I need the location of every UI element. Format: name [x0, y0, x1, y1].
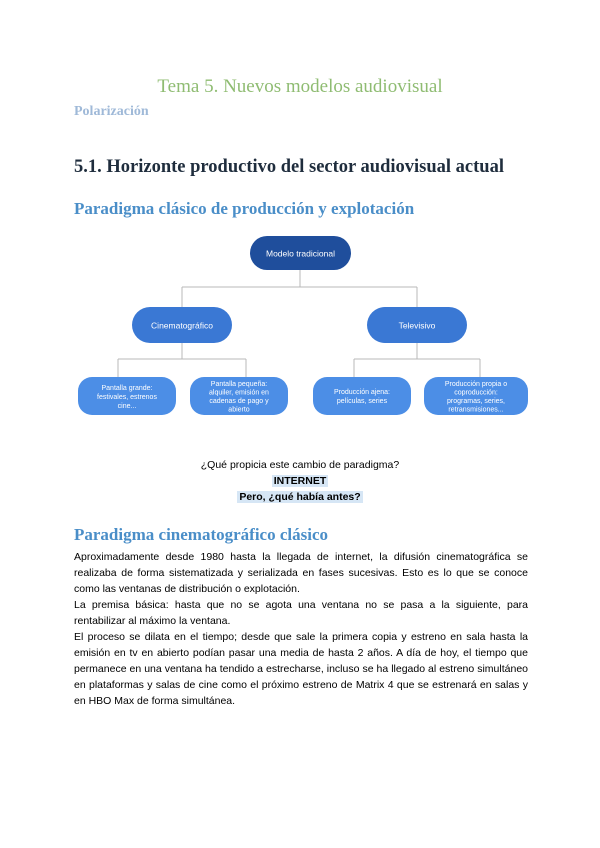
node-left-label: Cinematográfico — [151, 320, 213, 331]
paragraph-1: Aproximadamente desde 1980 hasta la llegada de internet, la difusión cinematográfica se realizaba de forma sistematizada y serializada en fases sucesivas. Esto es lo que se conoce como las ventanas de distribución o explotación. — [74, 551, 528, 595]
node-right-label: Televisivo — [398, 320, 436, 331]
leaf-pantalla-pequena — [190, 377, 288, 415]
node-modelo-tradicional — [250, 236, 351, 270]
leaf2-line2: alquiler, emisión en — [209, 389, 269, 397]
leaf1-line3: cine... — [117, 403, 137, 410]
node-cinematografico — [132, 307, 232, 343]
leaf4-line2: coproducción: — [454, 389, 498, 397]
paragraph-3: El proceso se dilata en el tiempo; desde que sale la primera copia y estreno en sala hasta la emisión en tv en abierto podían pasar una media de hasta 2 años. A día de hoy, el tiempo que permanece en una ventana ha tendido a estrecharse, incluso se ha llegado al estreno simultáneo en plataformas y salas de cine como el próximo estreno de Matrix 4 que se estrenará en salas y en HBO Max de forma simultánea. — [74, 631, 528, 707]
question-paradigm-change: ¿Qué propicia este cambio de paradigma? — [200, 459, 400, 471]
paragraph-2: La premisa básica: hasta que no se agota una ventana no se pasa a la siguiente, para rentabilizar al máximo la ventana. — [74, 599, 528, 627]
leaf1-line1: Pantalla grande: — [101, 385, 153, 392]
leaf4-line3: programas, series, — [447, 398, 505, 405]
internet-highlight: INTERNET — [273, 475, 327, 487]
leaf4-line1: Producción propia o — [444, 381, 508, 388]
leaf2-line4: abierto — [228, 406, 250, 414]
node-root-label: Modelo tradicional — [266, 248, 335, 259]
leaf-produccion-ajena — [313, 377, 411, 415]
hierarchy-diagram — [70, 225, 540, 425]
leaf3-line1: Producción ajena: — [333, 389, 391, 396]
leaf-pantalla-grande — [78, 377, 176, 415]
before-highlight: Pero, ¿qué había antes? — [239, 491, 361, 503]
question-before — [0, 491, 600, 503]
body-text — [74, 549, 528, 709]
node-televisivo — [367, 307, 467, 343]
document-subtitle: Polarización — [74, 104, 149, 119]
leaf2-line3: cadenas de pago y — [209, 398, 269, 405]
leaf1-line2: festivales, estrenos — [97, 394, 157, 401]
leaf-produccion-propia — [424, 377, 528, 415]
leaf3-line2: películas, series — [336, 398, 388, 405]
leaf4-line4: retransmisiones... — [448, 406, 504, 414]
document-title: Tema 5. Nuevos modelos audiovisual — [157, 76, 443, 97]
leaf2-line1: Pantalla pequeña: — [210, 381, 268, 388]
section-heading: 5.1. Horizonte productivo del sector audiovisual actual — [74, 157, 504, 177]
diagram-heading: Paradigma clásico de producción y explotación — [74, 199, 415, 218]
cinema-paradigm-heading: Paradigma cinematográfico clásico — [74, 525, 328, 544]
internet-answer — [0, 475, 600, 487]
